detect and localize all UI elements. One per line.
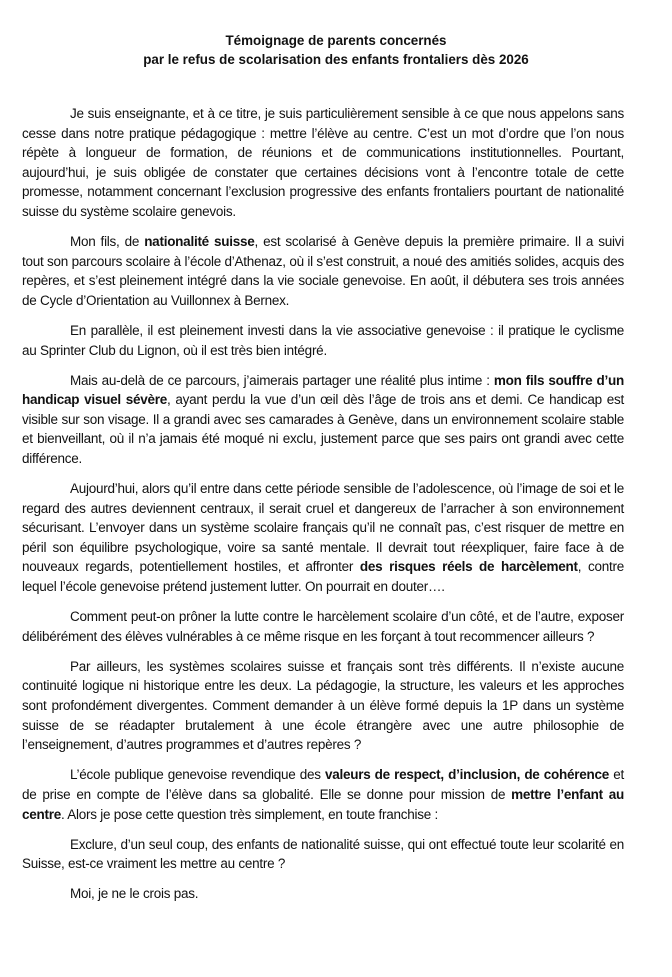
paragraph <box>22 835 624 874</box>
text-run: . Alors je pose cette question très simplement, en toute franchise : <box>61 806 438 822</box>
text-run: , ayant perdu la vue d’un œil dès l’âge de trois ans et demi. Ce handicap est visible sur son visage. Il a grandi avec ses camarades à Genève, dans un environnement scolaire stable et bienveillant, où il n’a jamais été moqué ni exclu, justement parce que ses pairs ont grandi avec cette différence. <box>22 392 624 466</box>
paragraph <box>22 104 624 222</box>
title-line-2: par le refus de scolarisation des enfants frontaliers dès 2026 <box>143 52 529 67</box>
bold-text: mon fils souffre d’un handicap visuel sévère <box>22 372 624 408</box>
text-run: et de prise en compte de l’élève dans sa globalité. Elle se donne pour mission de <box>22 767 625 802</box>
paragraph <box>22 321 624 360</box>
document-title <box>0 31 672 69</box>
title-line-1: Témoignage de parents concernés <box>225 33 447 48</box>
text-run: , est scolarisé à Genève depuis la première primaire. Il a suivi tout son parcours scolaire à l’école d’Athenaz, où il s’est construit, a noué des amitiés solides, acquis des repères, et s’est pleinement intégré dans la vie sociale genevoise. En août, il débutera ses trois années de Cycle d’Orientation au Vuillonnex à Bernex. <box>22 234 624 308</box>
paragraph <box>22 232 624 310</box>
paragraph <box>22 884 624 904</box>
paragraph <box>22 607 624 646</box>
text-run: En parallèle, il est pleinement investi dans la vie associative genevoise : il pratique le cyclisme au Sprinter Club du Lignon, où il est très bien intégré. <box>22 322 624 358</box>
bold-text: mettre l’enfant au centre <box>22 786 624 822</box>
text-run: L’école publique genevoise revendique des <box>70 767 325 783</box>
text-run: Mon fils, de <box>70 234 145 250</box>
text-run: Moi, je ne le crois pas. <box>70 886 199 902</box>
document-body <box>22 104 624 914</box>
bold-text: nationalité suisse <box>144 234 255 250</box>
paragraph <box>22 765 624 824</box>
bold-text: valeurs de respect, d’inclusion, de cohérence <box>324 767 610 783</box>
bold-text: des risques réels de harcèlement <box>359 559 578 575</box>
paragraph <box>22 657 624 755</box>
paragraph <box>22 371 624 469</box>
paragraph <box>22 479 624 597</box>
text-run: Aujourd’hui, alors qu’il entre dans cette période sensible de l’adolescence, où l’image de soi et le regard des autres deviennent centraux, il serait cruel et dangereux de l’arracher à son environnement sécurisant. L’envoyer dans un système scolaire français qu’il ne connaît pas, c’est risquer de mettre en péril son équilibre psychologique, voire sa santé mentale. Il devrait tout réexpliquer, faire face à de nouveaux regards, potentiellement hostiles, et affronter <box>22 481 624 575</box>
text-run: , contre lequel l’école genevoise prétend justement lutter. On pourrait en douter…. <box>22 559 624 595</box>
text-run: Exclure, d’un seul coup, des enfants de nationalité suisse, qui ont effectué toute leur scolarité en Suisse, est-ce vraiment les mettre au centre ? <box>22 836 624 872</box>
text-run: Comment peut-on prôner la lutte contre le harcèlement scolaire d’un côté, et de l’autre, exposer délibérément des élèves vulnérables à ce même risque en les forçant à tout recommencer ailleurs ? <box>22 609 624 644</box>
text-run: Mais au-delà de ce parcours, j’aimerais partager une réalité plus intime : <box>70 372 494 388</box>
text-run: Par ailleurs, les systèmes scolaires suisse et français sont très différents. Il n’existe aucune continuité logique ni historique entre les deux. La pédagogie, la structure, les valeurs et les approches sont profondément divergentes. Comment demander à un élève formé depuis la 1P dans un système suisse de se réadapter brutalement à une école étrangère avec une autre philosophie de l’enseignement, d’autres programmes et d’autres repères ? <box>22 658 624 753</box>
text-run: Je suis enseignante, et à ce titre, je suis particulièrement sensible à ce que nous appelons sans cesse dans notre pratique pédagogique : mettre l’élève au centre. C’est un mot d’ordre que l’on nous répète à longueur de formation, de réunions et de communications institutionnelles. Pourtant, aujourd’hui, je suis obligée de constater que certaines décisions vont à l’encontre totale de cette promesse, notamment concernant l’exclusion progressive des enfants frontaliers pourtant de nationalité suisse du système scolaire genevois. <box>22 106 624 219</box>
